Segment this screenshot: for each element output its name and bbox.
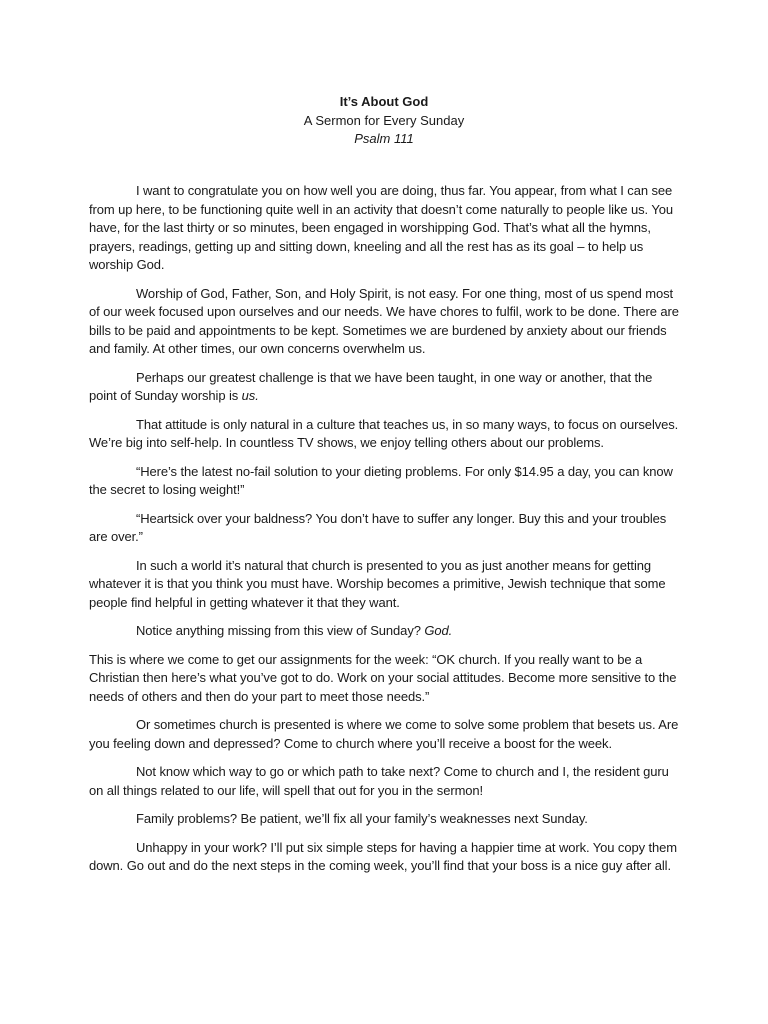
- paragraph: Worship of God, Father, Son, and Holy Spirit, is not easy. For one thing, most of us spend most of our week focused upon ourselves and our needs. We have chores to fulfil, work to be done. There are bills to be paid and appointments to be kept. Sometimes we are burdened by anxiety about our friends and family. At other times, our own concerns overwhelm us.: [89, 285, 679, 356]
- scripture-reference: Psalm 111: [354, 131, 414, 146]
- paragraph-text: Perhaps our greatest challenge is that we have been taught, in one way or another, that the point of Sunday worship is: [89, 369, 653, 403]
- paragraph: Unhappy in your work? I’ll put six simple steps for having a happier time at work. You copy them down. Go out and do the next steps in the coming week, you’ll find that your boss is a nice guy after all.: [89, 839, 678, 873]
- paragraph: [89, 369, 681, 406]
- paragraph: Family problems? Be patient, we’ll fix all your family’s weaknesses next Sunday.: [136, 811, 588, 826]
- paragraph: This is where we come to get our assignments for the week: “OK church. If you really want to be a Christian then here’s what you’ve got to do. Work on your social attitudes. Become more sensitive to the needs of others and then do your part to meet those needs.”: [89, 651, 677, 704]
- sermon-title: It’s About God: [339, 94, 429, 109]
- sermon-body: [89, 182, 681, 886]
- paragraph: “Heartsick over your baldness? You don’t have to suffer any longer. Buy this and your troubles are over.”: [89, 510, 667, 544]
- paragraph: [89, 622, 681, 641]
- paragraph: That attitude is only natural in a culture that teaches us, in so many ways, to focus on ourselves. We’re big into self-help. In countless TV shows, we enjoy telling others about our problems.: [89, 416, 679, 450]
- paragraph: Not know which way to go or which path to take next? Come to church and I, the resident guru on all things related to our life, will spell that out for you in the sermon!: [89, 764, 669, 798]
- paragraph-text: Notice anything missing from this view of Sunday?: [136, 623, 425, 638]
- paragraph: In such a world it’s natural that church is presented to you as just another means for getting whatever it is that you think you must have. Worship becomes a primitive, Jewish technique that some people find helpful in getting whatever it that they want.: [89, 557, 666, 610]
- sermon-header: [0, 93, 768, 149]
- paragraph: I want to congratulate you on how well you are doing, thus far. You appear, from what I can see from up here, to be functioning quite well in an activity that doesn’t come naturally to people like us. You have, for the last thirty or so minutes, been engaged in worshipping God. That’s what all the hymns, prayers, readings, getting up and sitting down, kneeling and all the rest has as its goal – to help us worship God.: [89, 183, 673, 272]
- paragraph: Or sometimes church is presented is where we come to solve some problem that besets us. Are you feeling down and depressed? Come to church where you’ll receive a boost for the week.: [89, 717, 679, 751]
- emphasized-word: God.: [424, 623, 453, 638]
- emphasized-word: us.: [241, 388, 259, 403]
- sermon-subtitle: A Sermon for Every Sunday: [303, 112, 465, 128]
- paragraph: “Here’s the latest no-fail solution to your dieting problems. For only $14.95 a day, you can know the secret to losing weight!”: [89, 463, 673, 497]
